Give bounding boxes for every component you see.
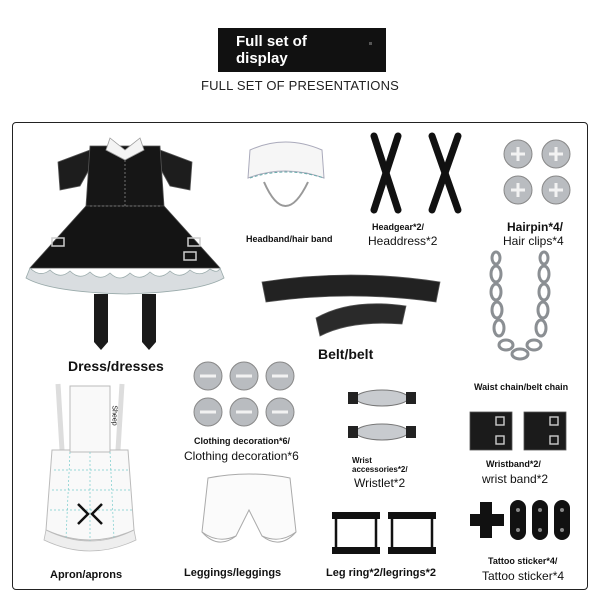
- hairpin-label: Hairpin*4/: [507, 220, 564, 234]
- wristband-label: Wristband*2/: [486, 459, 541, 469]
- leggings-image: [196, 470, 302, 558]
- wristband-alt-label: wrist band*2: [482, 472, 549, 486]
- dress-label: Dress/dresses: [68, 358, 164, 374]
- headgear-label: Headgear*2/: [372, 222, 425, 232]
- tattoo-sticker-label: Tattoo sticker*4/: [488, 556, 558, 566]
- headgear-image: [362, 130, 472, 222]
- apron-print: Sheep: [110, 405, 118, 426]
- clothing-decoration-label: Clothing decoration*6/: [194, 436, 291, 446]
- apron-label: Apron/aprons: [50, 569, 123, 581]
- leg-ring-image: [330, 508, 440, 558]
- wrist-accessories-label-2: accessories*2/: [352, 465, 408, 474]
- tattoo-sticker-alt-label: Tattoo sticker*4: [482, 569, 565, 583]
- hairpin-image: [500, 138, 576, 208]
- waist-chain-label: Waist chain/belt chain: [474, 382, 569, 392]
- headband-label: Headband/hair band: [246, 234, 333, 244]
- clothing-decoration-image: [192, 360, 296, 432]
- page-subtitle: FULL SET OF PRESENTATIONS: [200, 78, 400, 93]
- headgear-alt-label: Headdress*2: [368, 234, 438, 248]
- wrist-accessories-alt-label: Wristlet*2: [354, 476, 406, 490]
- title-line-2: display: [236, 50, 288, 67]
- tattoo-sticker-image: [470, 498, 574, 542]
- title-banner: [218, 28, 386, 72]
- clothing-decoration-alt-label: Clothing decoration*6: [184, 449, 299, 463]
- leggings-label: Leggings/leggings: [184, 567, 282, 579]
- belt-image: [256, 268, 446, 340]
- banner-dot: [369, 42, 372, 45]
- title-line-1: Full set of: [236, 33, 307, 50]
- dress-image: [20, 128, 230, 356]
- wrist-accessories-image: [344, 384, 420, 450]
- hairpin-alt-label: Hair clips*4: [503, 234, 564, 248]
- belt-label: Belt/belt: [318, 346, 374, 362]
- waist-chain-image: [484, 250, 556, 378]
- headband-image: [240, 130, 330, 220]
- wristband-image: [466, 410, 570, 452]
- apron-image: [30, 380, 150, 560]
- wrist-accessories-label-1: Wrist: [352, 456, 372, 465]
- leg-ring-label: Leg ring*2/legrings*2: [326, 567, 437, 579]
